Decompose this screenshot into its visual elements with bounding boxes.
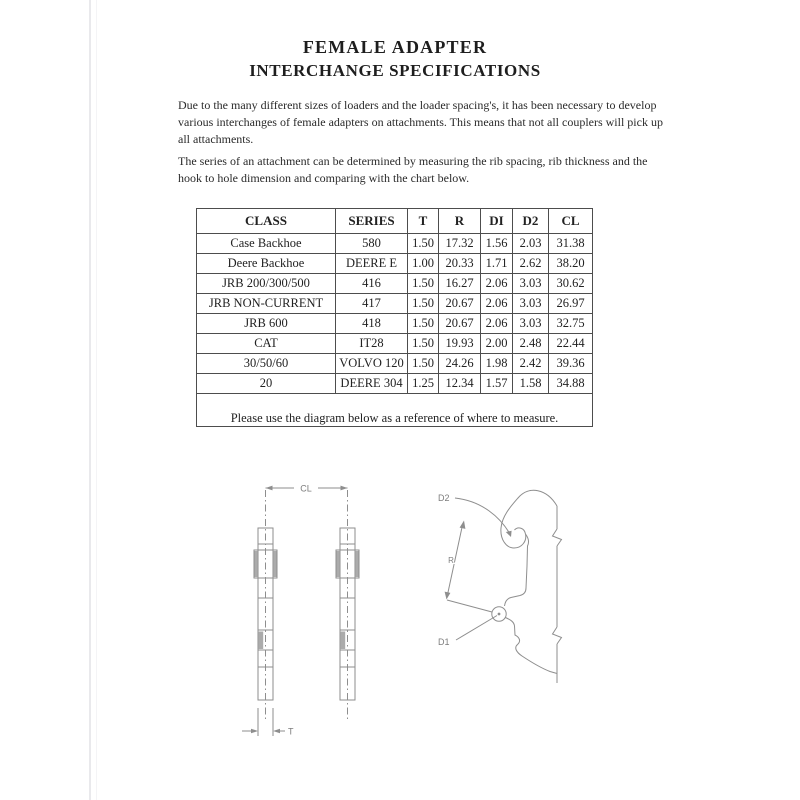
table-cell: 1.56 [481,234,513,254]
table-cell: 1.25 [408,374,439,394]
table-cell: 22.44 [549,334,593,354]
table-cell: 39.36 [549,354,593,374]
table-cell: 24.26 [439,354,481,374]
table-cell: 1.50 [408,354,439,374]
table-cell: 20 [197,374,336,394]
text-line: all attachments. [178,132,254,146]
cl-arrow-left [266,486,273,491]
table-header-cell: R [439,209,481,234]
table-cell: 417 [336,294,408,314]
d1-leader-line [456,616,497,641]
r-arrow-top [460,521,466,529]
table-header-cell: CL [549,209,593,234]
page-edge-line-faint [96,0,97,800]
table-cell: 2.06 [481,314,513,334]
table-cell: 12.34 [439,374,481,394]
d2-leader-arrow [506,531,512,537]
table-cell: 418 [336,314,408,334]
text-line: Due to the many different sizes of loaders and the loader spacing's, it has been necessary to develop [178,98,657,112]
table-cell: 17.32 [439,234,481,254]
table-cell: 1.50 [408,274,439,294]
table-cell: 1.71 [481,254,513,274]
table-cell: JRB 600 [197,314,336,334]
table-cell: 20.67 [439,314,481,334]
table-row [197,334,593,354]
break-mark-top [553,529,562,546]
table-row [197,254,593,274]
table-row [197,374,593,394]
table-cell: 38.20 [549,254,593,274]
table-header-row [197,209,593,234]
table-cell: 1.57 [481,374,513,394]
table-cell: 1.98 [481,354,513,374]
left-rib [254,490,277,722]
profile-upper-edge [505,534,529,606]
table-cell: 30.62 [549,274,593,294]
table-cell: 1.58 [513,374,549,394]
table-cell: 2.03 [513,234,549,254]
table-cell: 20.33 [439,254,481,274]
right-rib [336,490,359,722]
d2-leader-line [455,498,510,534]
hole-center-dot [498,613,501,616]
t-arrow-left [251,729,258,734]
text-line: The series of an attachment can be determined by measuring the rib spacing, rib thickness and the [178,154,648,168]
table-cell: 580 [336,234,408,254]
profile-lower-edge [506,618,558,674]
table-cell: 1.50 [408,294,439,314]
cl-dimension [266,484,348,494]
table-row [197,314,593,334]
table-cell: 2.00 [481,334,513,354]
table-cell: 32.75 [549,314,593,334]
interchange-spec-table [196,208,593,427]
table-note: Please use the diagram below as a reference of where to measure. [197,394,593,427]
table-body [197,234,593,394]
table-cell: 3.03 [513,314,549,334]
table-cell: VOLVO 120 [336,354,408,374]
title-line-1: FEMALE ADAPTER [302,37,488,57]
table-header-cell: CLASS [197,209,336,234]
table-cell: 30/50/60 [197,354,336,374]
table-cell: 3.03 [513,274,549,294]
t-label: T [288,726,294,737]
table-row [197,294,593,314]
table-cell: IT28 [336,334,408,354]
table-header-cell: SERIES [336,209,408,234]
table-row [197,274,593,294]
table-cell: DEERE 304 [336,374,408,394]
break-mark-bottom [553,627,562,644]
table-header-cell: DI [481,209,513,234]
text-line: various interchanges of female adapters on attachments. This means that not all couplers will pick up [178,115,663,129]
table-cell: 1.00 [408,254,439,274]
table-cell: 20.67 [439,294,481,314]
rib-spacing-figure [242,484,359,737]
t-dimension [242,708,294,737]
table-header-cell: T [408,209,439,234]
table-cell: 34.88 [549,374,593,394]
r-extension-line [447,600,492,612]
cl-arrow-right [341,486,348,491]
r-label: R [448,556,454,565]
r-arrow-bottom [445,592,451,600]
table-header-cell: D2 [513,209,549,234]
hook-curl-outline [501,490,557,548]
table-cell: JRB 200/300/500 [197,274,336,294]
t-arrow-right [273,729,280,734]
d2-label: D2 [438,493,450,503]
table-cell: JRB NON-CURRENT [197,294,336,314]
table-cell: 2.42 [513,354,549,374]
title-line-2: INTERCHANGE SPECIFICATIONS [249,61,541,80]
table-cell: 31.38 [549,234,593,254]
table-cell: Deere Backhoe [197,254,336,274]
table-note-row [197,394,593,427]
table-cell: CAT [197,334,336,354]
table-cell: 2.48 [513,334,549,354]
table-cell: 1.50 [408,314,439,334]
table-cell: 2.06 [481,274,513,294]
table-cell: 2.06 [481,294,513,314]
table-cell: Case Backhoe [197,234,336,254]
table-cell: 16.27 [439,274,481,294]
table-row [197,354,593,374]
page-edge-line [89,0,91,800]
text-line: hook to hole dimension and comparing with the chart below. [178,171,470,185]
hook-figure [438,490,562,683]
table-cell: 26.97 [549,294,593,314]
paragraph-1 [178,97,698,148]
table-row [197,234,593,254]
table-cell: 2.62 [513,254,549,274]
r-dimension [445,521,492,613]
d1-label: D1 [438,637,450,647]
table-cell: 1.50 [408,334,439,354]
intro-text [178,97,698,187]
table-cell: DEERE E [336,254,408,274]
table-cell: 3.03 [513,294,549,314]
table-cell: 416 [336,274,408,294]
paragraph-2 [178,153,698,187]
cl-label: CL [300,483,312,494]
measurement-diagram [230,470,610,760]
page-title [90,36,700,82]
table-cell: 1.50 [408,234,439,254]
table-cell: 19.93 [439,334,481,354]
